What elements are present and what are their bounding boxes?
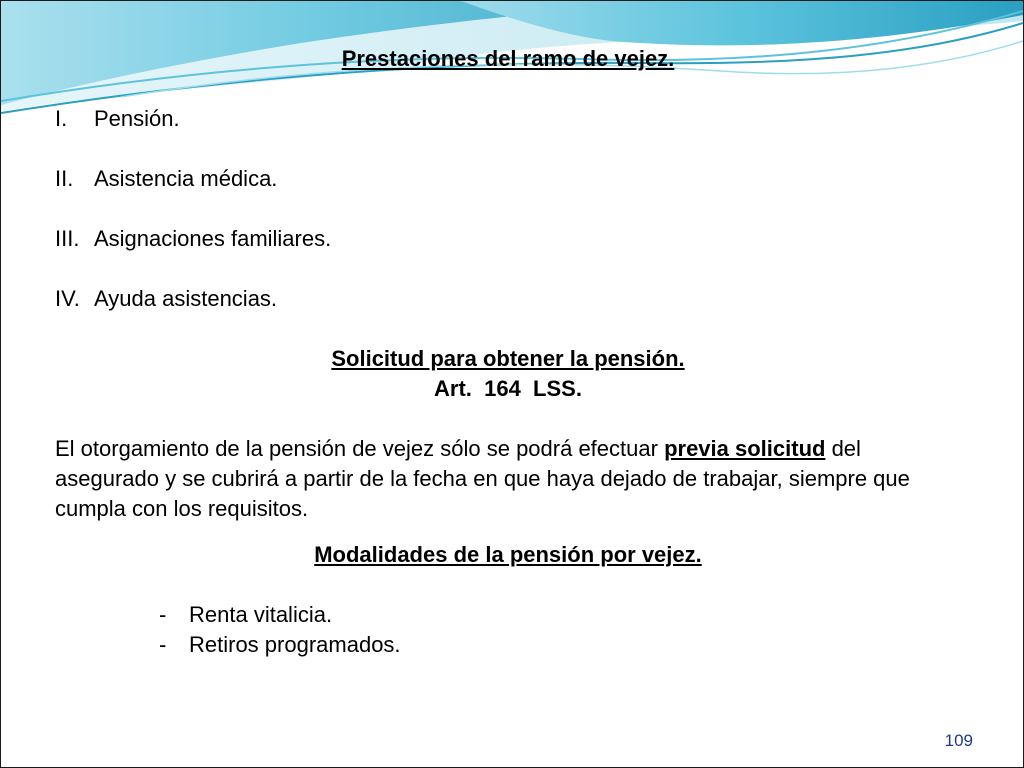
dash-marker: -: [159, 602, 167, 627]
modalities-heading: Modalidades de la pensión por vejez.: [314, 542, 702, 567]
article-reference: Art. 164 LSS.: [434, 376, 582, 401]
slide-title: Prestaciones del ramo de vejez.: [341, 46, 675, 71]
benefits-list: [55, 104, 961, 314]
list-item: [159, 600, 961, 630]
list-item: [159, 630, 961, 660]
list-text: Asignaciones familiares.: [94, 226, 332, 251]
list-text: Retiros programados.: [189, 632, 401, 657]
list-item: [55, 164, 961, 194]
list-numeral: II.: [55, 166, 74, 191]
page-number: 109: [944, 731, 973, 750]
dash-marker: -: [159, 632, 167, 657]
request-heading: Solicitud para obtener la pensión.: [331, 346, 685, 371]
list-item: [55, 224, 961, 254]
list-numeral: I.: [55, 106, 68, 131]
list-item: [55, 284, 961, 314]
paragraph-text-before: El otorgamiento de la pensión de vejez sólo se podrá efectuar: [55, 436, 665, 461]
list-text: Renta vitalicia.: [189, 602, 333, 627]
paragraph-emphasis: previa solicitud: [664, 436, 826, 461]
list-text: Pensión.: [94, 106, 180, 131]
pension-paragraph: [55, 434, 961, 524]
list-text: Asistencia médica.: [94, 166, 278, 191]
paragraph-text-after: del asegurado y se cubrirá a partir de la fecha en que haya dejado de trabajar, siempre que cumpla con los requisitos.: [55, 436, 910, 521]
modalities-list: [55, 600, 961, 660]
list-item: [55, 104, 961, 134]
list-numeral: IV.: [55, 286, 80, 311]
list-numeral: III.: [55, 226, 80, 251]
list-text: Ayuda asistencias.: [94, 286, 278, 311]
slide-content: [55, 44, 961, 660]
